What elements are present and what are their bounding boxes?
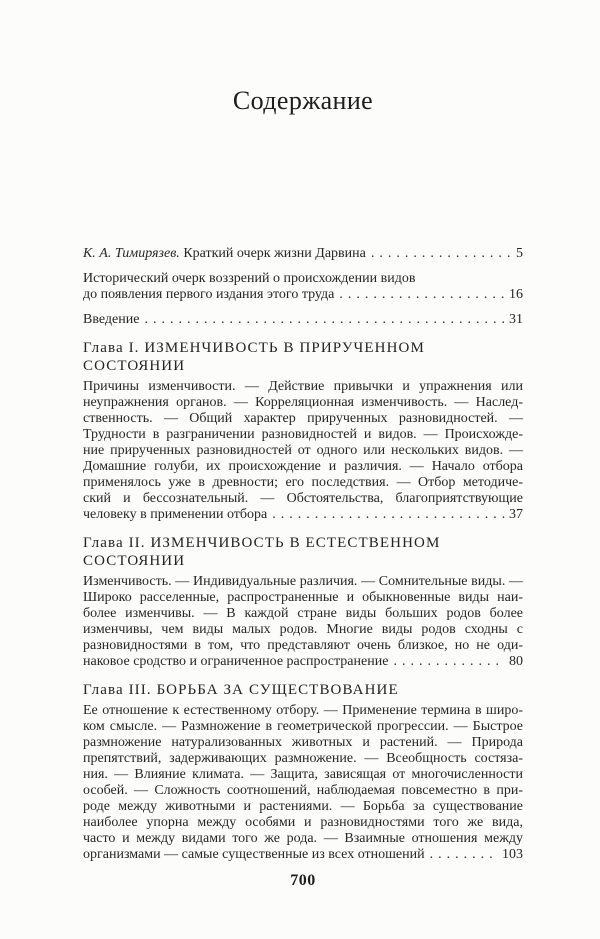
toc-entry-line: Исторический очерк воззрений о происхождении видов xyxy=(83,271,416,286)
summary-line: более изменчивы. — В каждой стране виды больших родов более xyxy=(83,606,523,621)
dot-leader xyxy=(339,287,505,303)
table-of-contents xyxy=(83,246,523,863)
toc-chapter xyxy=(83,534,523,670)
summary-line: Изменчивость. — Индивидуальные различия. — Сомнительные виды. — xyxy=(83,574,523,589)
summary-line: ния. — Влияние климата. — Защита, зависящая от многочисленности xyxy=(83,767,523,782)
summary-line: ский и бессознательный. — Обстоятельства, благоприятствующие xyxy=(83,491,523,506)
summary-last-line xyxy=(83,507,523,523)
summary-line: роде между животными и растениями. — Борьба за существование xyxy=(83,799,523,814)
toc-entry-row xyxy=(83,287,523,303)
dot-leader xyxy=(371,246,512,262)
summary-line: разновидностями в том, что представляют очень близкое, но не оди- xyxy=(83,638,523,653)
summary-line: часто и между видами того же рода. — Взаимные отношения между xyxy=(83,831,523,846)
toc-chapter xyxy=(83,339,523,523)
summary-line: Широко расселенные, распространенные и обыкновенные виды наи- xyxy=(83,590,523,605)
chapter-summary xyxy=(83,379,523,523)
chapter-heading-line: Глава II. ИЗМЕНЧИВОСТЬ В ЕСТЕСТВЕННОМ xyxy=(83,535,441,551)
summary-line: Ее отношение к естественному отбору. — Применение термина в широ- xyxy=(83,703,523,718)
summary-last-text: организмами — самые существенные из всех отношений xyxy=(83,847,425,862)
summary-line: ние прирученных разновидностей от одного или нескольких видов. — xyxy=(83,443,523,458)
summary-line: Домашние голуби, их происхождение и различия. — Начало отбора xyxy=(83,459,523,474)
dot-leader xyxy=(393,654,505,670)
toc-page-number: 103 xyxy=(502,847,523,862)
dot-leader xyxy=(430,847,498,863)
toc-entry-text: до появления первого издания этого труда xyxy=(83,287,335,302)
chapter-heading xyxy=(83,339,523,375)
chapter-summary xyxy=(83,703,523,863)
toc-entry-row xyxy=(83,312,523,328)
toc-entry-title: Краткий очерк жизни Дарвина xyxy=(183,246,366,261)
toc-entry-text xyxy=(83,246,366,262)
chapter-heading xyxy=(83,534,523,570)
toc-entry xyxy=(83,312,523,328)
folio-page-number: 700 xyxy=(290,872,316,889)
toc-page-number: 5 xyxy=(516,246,523,261)
summary-line: Причины изменчивости. — Действие привычки и упражнения или xyxy=(83,379,523,394)
toc-entry-text: Введение xyxy=(83,312,140,327)
summary-line: особей. — Сложность соотношений, наблюдаемая повсеместно в при- xyxy=(83,783,523,798)
chapter-heading xyxy=(83,681,523,699)
toc-entry xyxy=(83,246,523,262)
summary-line: наиболее упорна между особями и разновидностями того же вида, xyxy=(83,815,523,830)
toc-page-number: 31 xyxy=(509,312,523,327)
page-title: Содержание xyxy=(232,86,374,115)
summary-line: ком смысле. — Размножение в геометрической прогрессии. — Быстрое xyxy=(83,719,523,734)
chapter-heading-line: СОСТОЯНИИ xyxy=(83,553,186,569)
chapter-summary xyxy=(83,574,523,670)
chapter-heading-line: Глава I. ИЗМЕНЧИВОСТЬ В ПРИРУЧЕННОМ xyxy=(83,340,425,356)
summary-line: применялось уже в древности; его последствия. — Отбор методиче- xyxy=(83,475,523,490)
toc-page-number: 37 xyxy=(509,507,523,522)
toc-entry-row xyxy=(83,246,523,262)
summary-last-line xyxy=(83,847,523,863)
summary-line: препятствий, задерживающих размножение. — Всеобщность состяза- xyxy=(83,751,523,766)
dot-leader xyxy=(272,507,505,523)
summary-line: Трудности в разграничении разновидностей и видов. — Происхожде- xyxy=(83,427,523,442)
summary-line: изменчивы, чем виды малых родов. Многие виды родов сходны с xyxy=(83,622,523,637)
toc-chapter xyxy=(83,681,523,863)
toc-page-number: 80 xyxy=(509,654,523,669)
summary-line: неупражнения органов. — Корреляционная изменчивость. — Наслед- xyxy=(83,395,523,410)
summary-last-line xyxy=(83,654,523,670)
summary-line: размножение натурализованных животных и растений. — Природа xyxy=(83,735,523,750)
summary-last-text: человеку в применении отбора xyxy=(83,507,268,522)
summary-line: ственность. — Общий характер прирученных разновидностей. — xyxy=(83,411,523,426)
toc-entry-author: К. А. Тимирязев. xyxy=(83,246,180,261)
toc-page-number: 16 xyxy=(509,287,523,302)
dot-leader xyxy=(144,312,505,328)
summary-last-text: наковое сродство и ограниченное распространение xyxy=(83,654,389,669)
chapter-heading-line: СОСТОЯНИИ xyxy=(83,358,186,374)
toc-entry xyxy=(83,271,523,303)
chapter-heading-line: Глава III. БОРЬБА ЗА СУЩЕСТВОВАНИЕ xyxy=(83,682,399,698)
